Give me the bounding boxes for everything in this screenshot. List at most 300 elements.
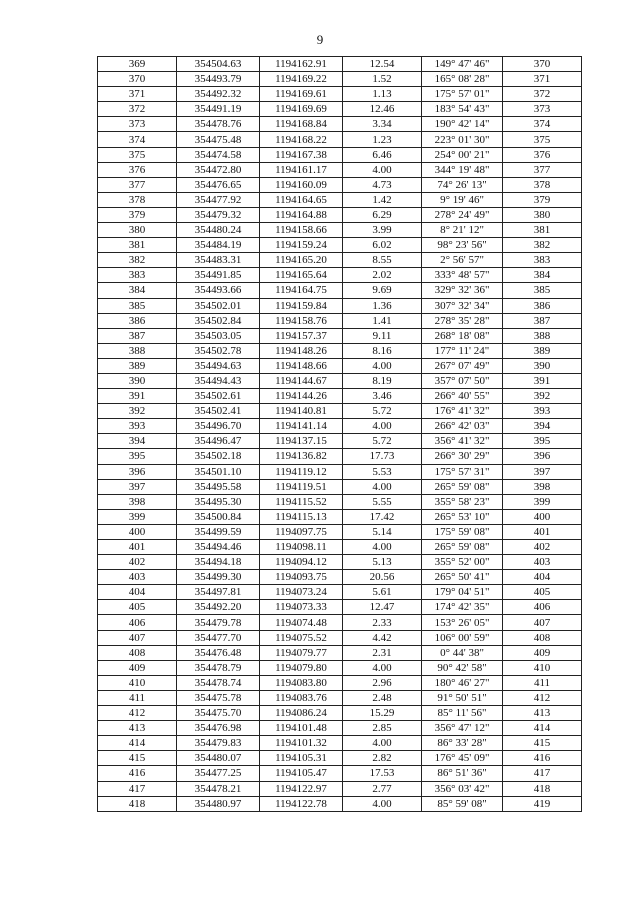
point-number-cell: 393 bbox=[98, 419, 177, 434]
table-row bbox=[98, 721, 582, 736]
y-coordinate-cell: 1194083.80 bbox=[260, 675, 343, 690]
y-coordinate-cell: 1194122.78 bbox=[260, 796, 343, 811]
y-coordinate-cell: 1194115.52 bbox=[260, 494, 343, 509]
coordinates-table bbox=[97, 56, 582, 812]
y-coordinate-cell: 1194094.12 bbox=[260, 555, 343, 570]
point-number-cell: 394 bbox=[98, 434, 177, 449]
next-point-cell: 381 bbox=[503, 223, 582, 238]
y-coordinate-cell: 1194161.17 bbox=[260, 162, 343, 177]
next-point-cell: 388 bbox=[503, 328, 582, 343]
x-coordinate-cell: 354502.18 bbox=[177, 449, 260, 464]
table-row bbox=[98, 509, 582, 524]
table-row bbox=[98, 268, 582, 283]
bearing-cell: 356° 41' 32" bbox=[422, 434, 503, 449]
table-body bbox=[98, 57, 582, 812]
table-row bbox=[98, 524, 582, 539]
bearing-cell: 333° 48' 57" bbox=[422, 268, 503, 283]
point-number-cell: 370 bbox=[98, 72, 177, 87]
bearing-cell: 86° 33' 28" bbox=[422, 736, 503, 751]
y-coordinate-cell: 1194164.88 bbox=[260, 207, 343, 222]
y-coordinate-cell: 1194160.09 bbox=[260, 177, 343, 192]
next-point-cell: 394 bbox=[503, 419, 582, 434]
y-coordinate-cell: 1194159.84 bbox=[260, 298, 343, 313]
bearing-cell: 174° 42' 35" bbox=[422, 600, 503, 615]
y-coordinate-cell: 1194168.22 bbox=[260, 132, 343, 147]
table-row bbox=[98, 781, 582, 796]
next-point-cell: 397 bbox=[503, 464, 582, 479]
table-row bbox=[98, 449, 582, 464]
distance-cell: 5.55 bbox=[343, 494, 422, 509]
distance-cell: 17.73 bbox=[343, 449, 422, 464]
bearing-cell: 8° 21' 12" bbox=[422, 223, 503, 238]
next-point-cell: 410 bbox=[503, 660, 582, 675]
x-coordinate-cell: 354478.76 bbox=[177, 117, 260, 132]
x-coordinate-cell: 354476.48 bbox=[177, 645, 260, 660]
x-coordinate-cell: 354478.74 bbox=[177, 675, 260, 690]
point-number-cell: 373 bbox=[98, 117, 177, 132]
distance-cell: 8.16 bbox=[343, 343, 422, 358]
x-coordinate-cell: 354472.80 bbox=[177, 162, 260, 177]
x-coordinate-cell: 354475.70 bbox=[177, 706, 260, 721]
point-number-cell: 376 bbox=[98, 162, 177, 177]
next-point-cell: 378 bbox=[503, 177, 582, 192]
x-coordinate-cell: 354483.31 bbox=[177, 253, 260, 268]
x-coordinate-cell: 354494.18 bbox=[177, 555, 260, 570]
bearing-cell: 153° 26' 05" bbox=[422, 615, 503, 630]
bearing-cell: 175° 57' 01" bbox=[422, 87, 503, 102]
next-point-cell: 395 bbox=[503, 434, 582, 449]
distance-cell: 2.77 bbox=[343, 781, 422, 796]
next-point-cell: 405 bbox=[503, 585, 582, 600]
bearing-cell: 91° 50' 51" bbox=[422, 690, 503, 705]
bearing-cell: 74° 26' 13" bbox=[422, 177, 503, 192]
next-point-cell: 415 bbox=[503, 736, 582, 751]
table-row bbox=[98, 177, 582, 192]
next-point-cell: 414 bbox=[503, 721, 582, 736]
x-coordinate-cell: 354480.24 bbox=[177, 223, 260, 238]
next-point-cell: 385 bbox=[503, 283, 582, 298]
bearing-cell: 2° 56' 57" bbox=[422, 253, 503, 268]
x-coordinate-cell: 354502.41 bbox=[177, 404, 260, 419]
next-point-cell: 417 bbox=[503, 766, 582, 781]
point-number-cell: 379 bbox=[98, 207, 177, 222]
point-number-cell: 375 bbox=[98, 147, 177, 162]
distance-cell: 20.56 bbox=[343, 570, 422, 585]
distance-cell: 4.00 bbox=[343, 162, 422, 177]
y-coordinate-cell: 1194169.22 bbox=[260, 72, 343, 87]
point-number-cell: 404 bbox=[98, 585, 177, 600]
table-row bbox=[98, 313, 582, 328]
distance-cell: 2.96 bbox=[343, 675, 422, 690]
table-row bbox=[98, 132, 582, 147]
x-coordinate-cell: 354475.78 bbox=[177, 690, 260, 705]
table-row bbox=[98, 464, 582, 479]
distance-cell: 6.29 bbox=[343, 207, 422, 222]
bearing-cell: 223° 01' 30" bbox=[422, 132, 503, 147]
bearing-cell: 265° 59' 08" bbox=[422, 540, 503, 555]
y-coordinate-cell: 1194148.66 bbox=[260, 358, 343, 373]
distance-cell: 5.14 bbox=[343, 524, 422, 539]
point-number-cell: 400 bbox=[98, 524, 177, 539]
x-coordinate-cell: 354480.07 bbox=[177, 751, 260, 766]
y-coordinate-cell: 1194159.24 bbox=[260, 238, 343, 253]
table-row bbox=[98, 615, 582, 630]
x-coordinate-cell: 354476.65 bbox=[177, 177, 260, 192]
x-coordinate-cell: 354494.46 bbox=[177, 540, 260, 555]
x-coordinate-cell: 354497.81 bbox=[177, 585, 260, 600]
point-number-cell: 417 bbox=[98, 781, 177, 796]
table-row bbox=[98, 630, 582, 645]
y-coordinate-cell: 1194105.47 bbox=[260, 766, 343, 781]
distance-cell: 8.55 bbox=[343, 253, 422, 268]
point-number-cell: 416 bbox=[98, 766, 177, 781]
y-coordinate-cell: 1194148.26 bbox=[260, 343, 343, 358]
bearing-cell: 165° 08' 28" bbox=[422, 72, 503, 87]
bearing-cell: 278° 35' 28" bbox=[422, 313, 503, 328]
x-coordinate-cell: 354484.19 bbox=[177, 238, 260, 253]
point-number-cell: 382 bbox=[98, 253, 177, 268]
bearing-cell: 357° 07' 50" bbox=[422, 373, 503, 388]
point-number-cell: 395 bbox=[98, 449, 177, 464]
y-coordinate-cell: 1194073.33 bbox=[260, 600, 343, 615]
bearing-cell: 265° 53' 10" bbox=[422, 509, 503, 524]
point-number-cell: 374 bbox=[98, 132, 177, 147]
bearing-cell: 106° 00' 59" bbox=[422, 630, 503, 645]
point-number-cell: 402 bbox=[98, 555, 177, 570]
x-coordinate-cell: 354491.19 bbox=[177, 102, 260, 117]
distance-cell: 3.46 bbox=[343, 389, 422, 404]
bearing-cell: 176° 45' 09" bbox=[422, 751, 503, 766]
y-coordinate-cell: 1194079.77 bbox=[260, 645, 343, 660]
x-coordinate-cell: 354475.48 bbox=[177, 132, 260, 147]
x-coordinate-cell: 354495.30 bbox=[177, 494, 260, 509]
point-number-cell: 413 bbox=[98, 721, 177, 736]
bearing-cell: 268° 18' 08" bbox=[422, 328, 503, 343]
x-coordinate-cell: 354477.25 bbox=[177, 766, 260, 781]
bearing-cell: 0° 44' 38" bbox=[422, 645, 503, 660]
next-point-cell: 401 bbox=[503, 524, 582, 539]
y-coordinate-cell: 1194074.48 bbox=[260, 615, 343, 630]
bearing-cell: 266° 30' 29" bbox=[422, 449, 503, 464]
distance-cell: 12.47 bbox=[343, 600, 422, 615]
y-coordinate-cell: 1194158.66 bbox=[260, 223, 343, 238]
distance-cell: 15.29 bbox=[343, 706, 422, 721]
table-row bbox=[98, 192, 582, 207]
y-coordinate-cell: 1194137.15 bbox=[260, 434, 343, 449]
distance-cell: 17.53 bbox=[343, 766, 422, 781]
y-coordinate-cell: 1194164.65 bbox=[260, 192, 343, 207]
y-coordinate-cell: 1194115.13 bbox=[260, 509, 343, 524]
y-coordinate-cell: 1194144.26 bbox=[260, 389, 343, 404]
y-coordinate-cell: 1194098.11 bbox=[260, 540, 343, 555]
bearing-cell: 190° 42' 14" bbox=[422, 117, 503, 132]
point-number-cell: 406 bbox=[98, 615, 177, 630]
y-coordinate-cell: 1194165.64 bbox=[260, 268, 343, 283]
bearing-cell: 179° 04' 51" bbox=[422, 585, 503, 600]
distance-cell: 4.00 bbox=[343, 796, 422, 811]
bearing-cell: 355° 58' 23" bbox=[422, 494, 503, 509]
x-coordinate-cell: 354478.79 bbox=[177, 660, 260, 675]
y-coordinate-cell: 1194165.20 bbox=[260, 253, 343, 268]
distance-cell: 9.69 bbox=[343, 283, 422, 298]
bearing-cell: 265° 59' 08" bbox=[422, 479, 503, 494]
next-point-cell: 396 bbox=[503, 449, 582, 464]
x-coordinate-cell: 354494.43 bbox=[177, 373, 260, 388]
x-coordinate-cell: 354492.32 bbox=[177, 87, 260, 102]
y-coordinate-cell: 1194086.24 bbox=[260, 706, 343, 721]
table-row bbox=[98, 540, 582, 555]
bearing-cell: 266° 42' 03" bbox=[422, 419, 503, 434]
x-coordinate-cell: 354502.84 bbox=[177, 313, 260, 328]
x-coordinate-cell: 354500.84 bbox=[177, 509, 260, 524]
bearing-cell: 254° 00' 21" bbox=[422, 147, 503, 162]
distance-cell: 4.00 bbox=[343, 358, 422, 373]
next-point-cell: 370 bbox=[503, 57, 582, 72]
distance-cell: 1.23 bbox=[343, 132, 422, 147]
table-row bbox=[98, 57, 582, 72]
next-point-cell: 376 bbox=[503, 147, 582, 162]
bearing-cell: 183° 54' 43" bbox=[422, 102, 503, 117]
table-row bbox=[98, 796, 582, 811]
next-point-cell: 387 bbox=[503, 313, 582, 328]
point-number-cell: 397 bbox=[98, 479, 177, 494]
y-coordinate-cell: 1194119.12 bbox=[260, 464, 343, 479]
table-row bbox=[98, 706, 582, 721]
point-number-cell: 405 bbox=[98, 600, 177, 615]
x-coordinate-cell: 354492.20 bbox=[177, 600, 260, 615]
point-number-cell: 391 bbox=[98, 389, 177, 404]
next-point-cell: 399 bbox=[503, 494, 582, 509]
point-number-cell: 409 bbox=[98, 660, 177, 675]
x-coordinate-cell: 354494.63 bbox=[177, 358, 260, 373]
bearing-cell: 344° 19' 48" bbox=[422, 162, 503, 177]
next-point-cell: 374 bbox=[503, 117, 582, 132]
point-number-cell: 414 bbox=[98, 736, 177, 751]
distance-cell: 8.19 bbox=[343, 373, 422, 388]
table-row bbox=[98, 766, 582, 781]
bearing-cell: 90° 42' 58" bbox=[422, 660, 503, 675]
y-coordinate-cell: 1194097.75 bbox=[260, 524, 343, 539]
bearing-cell: 265° 50' 41" bbox=[422, 570, 503, 585]
point-number-cell: 378 bbox=[98, 192, 177, 207]
page-number: 9 bbox=[316, 32, 324, 47]
table-row bbox=[98, 102, 582, 117]
bearing-cell: 266° 40' 55" bbox=[422, 389, 503, 404]
distance-cell: 5.61 bbox=[343, 585, 422, 600]
y-coordinate-cell: 1194168.84 bbox=[260, 117, 343, 132]
x-coordinate-cell: 354479.83 bbox=[177, 736, 260, 751]
next-point-cell: 392 bbox=[503, 389, 582, 404]
next-point-cell: 383 bbox=[503, 253, 582, 268]
distance-cell: 5.72 bbox=[343, 404, 422, 419]
next-point-cell: 389 bbox=[503, 343, 582, 358]
table-row bbox=[98, 343, 582, 358]
point-number-cell: 407 bbox=[98, 630, 177, 645]
next-point-cell: 413 bbox=[503, 706, 582, 721]
point-number-cell: 412 bbox=[98, 706, 177, 721]
bearing-cell: 177° 11' 24" bbox=[422, 343, 503, 358]
y-coordinate-cell: 1194075.52 bbox=[260, 630, 343, 645]
x-coordinate-cell: 354499.30 bbox=[177, 570, 260, 585]
distance-cell: 6.02 bbox=[343, 238, 422, 253]
bearing-cell: 329° 32' 36" bbox=[422, 283, 503, 298]
distance-cell: 5.13 bbox=[343, 555, 422, 570]
x-coordinate-cell: 354502.01 bbox=[177, 298, 260, 313]
x-coordinate-cell: 354480.97 bbox=[177, 796, 260, 811]
table-row bbox=[98, 660, 582, 675]
y-coordinate-cell: 1194157.37 bbox=[260, 328, 343, 343]
next-point-cell: 418 bbox=[503, 781, 582, 796]
x-coordinate-cell: 354477.92 bbox=[177, 192, 260, 207]
next-point-cell: 398 bbox=[503, 479, 582, 494]
y-coordinate-cell: 1194162.91 bbox=[260, 57, 343, 72]
y-coordinate-cell: 1194136.82 bbox=[260, 449, 343, 464]
y-coordinate-cell: 1194083.76 bbox=[260, 690, 343, 705]
table-row bbox=[98, 298, 582, 313]
next-point-cell: 406 bbox=[503, 600, 582, 615]
next-point-cell: 402 bbox=[503, 540, 582, 555]
distance-cell: 2.82 bbox=[343, 751, 422, 766]
x-coordinate-cell: 354502.61 bbox=[177, 389, 260, 404]
point-number-cell: 408 bbox=[98, 645, 177, 660]
table-row bbox=[98, 207, 582, 222]
table-row bbox=[98, 570, 582, 585]
next-point-cell: 377 bbox=[503, 162, 582, 177]
distance-cell: 2.31 bbox=[343, 645, 422, 660]
table-row bbox=[98, 373, 582, 388]
y-coordinate-cell: 1194167.38 bbox=[260, 147, 343, 162]
distance-cell: 6.46 bbox=[343, 147, 422, 162]
bearing-cell: 175° 59' 08" bbox=[422, 524, 503, 539]
next-point-cell: 411 bbox=[503, 675, 582, 690]
point-number-cell: 380 bbox=[98, 223, 177, 238]
table-row bbox=[98, 147, 582, 162]
distance-cell: 9.11 bbox=[343, 328, 422, 343]
table-row bbox=[98, 494, 582, 509]
x-coordinate-cell: 354493.79 bbox=[177, 72, 260, 87]
bearing-cell: 278° 24' 49" bbox=[422, 207, 503, 222]
point-number-cell: 418 bbox=[98, 796, 177, 811]
y-coordinate-cell: 1194101.32 bbox=[260, 736, 343, 751]
distance-cell: 2.48 bbox=[343, 690, 422, 705]
distance-cell: 17.42 bbox=[343, 509, 422, 524]
next-point-cell: 393 bbox=[503, 404, 582, 419]
point-number-cell: 381 bbox=[98, 238, 177, 253]
point-number-cell: 385 bbox=[98, 298, 177, 313]
next-point-cell: 390 bbox=[503, 358, 582, 373]
y-coordinate-cell: 1194164.75 bbox=[260, 283, 343, 298]
point-number-cell: 369 bbox=[98, 57, 177, 72]
point-number-cell: 389 bbox=[98, 358, 177, 373]
point-number-cell: 388 bbox=[98, 343, 177, 358]
table-row bbox=[98, 434, 582, 449]
bearing-cell: 267° 07' 49" bbox=[422, 358, 503, 373]
y-coordinate-cell: 1194158.76 bbox=[260, 313, 343, 328]
x-coordinate-cell: 354479.32 bbox=[177, 207, 260, 222]
x-coordinate-cell: 354478.21 bbox=[177, 781, 260, 796]
table-row bbox=[98, 555, 582, 570]
next-point-cell: 372 bbox=[503, 87, 582, 102]
table-row bbox=[98, 87, 582, 102]
distance-cell: 3.34 bbox=[343, 117, 422, 132]
distance-cell: 2.02 bbox=[343, 268, 422, 283]
point-number-cell: 411 bbox=[98, 690, 177, 705]
distance-cell: 4.00 bbox=[343, 540, 422, 555]
y-coordinate-cell: 1194105.31 bbox=[260, 751, 343, 766]
point-number-cell: 384 bbox=[98, 283, 177, 298]
table-row bbox=[98, 389, 582, 404]
bearing-cell: 180° 46' 27" bbox=[422, 675, 503, 690]
table-row bbox=[98, 690, 582, 705]
bearing-cell: 355° 52' 00" bbox=[422, 555, 503, 570]
next-point-cell: 384 bbox=[503, 268, 582, 283]
next-point-cell: 373 bbox=[503, 102, 582, 117]
y-coordinate-cell: 1194079.80 bbox=[260, 660, 343, 675]
distance-cell: 1.52 bbox=[343, 72, 422, 87]
table-row bbox=[98, 253, 582, 268]
x-coordinate-cell: 354496.70 bbox=[177, 419, 260, 434]
x-coordinate-cell: 354479.78 bbox=[177, 615, 260, 630]
table-row bbox=[98, 238, 582, 253]
next-point-cell: 371 bbox=[503, 72, 582, 87]
y-coordinate-cell: 1194169.61 bbox=[260, 87, 343, 102]
next-point-cell: 419 bbox=[503, 796, 582, 811]
bearing-cell: 98° 23' 56" bbox=[422, 238, 503, 253]
x-coordinate-cell: 354474.58 bbox=[177, 147, 260, 162]
x-coordinate-cell: 354476.98 bbox=[177, 721, 260, 736]
y-coordinate-cell: 1194140.81 bbox=[260, 404, 343, 419]
next-point-cell: 391 bbox=[503, 373, 582, 388]
bearing-cell: 176° 41' 32" bbox=[422, 404, 503, 419]
y-coordinate-cell: 1194122.97 bbox=[260, 781, 343, 796]
next-point-cell: 379 bbox=[503, 192, 582, 207]
x-coordinate-cell: 354504.63 bbox=[177, 57, 260, 72]
y-coordinate-cell: 1194144.67 bbox=[260, 373, 343, 388]
next-point-cell: 375 bbox=[503, 132, 582, 147]
point-number-cell: 383 bbox=[98, 268, 177, 283]
bearing-cell: 356° 03' 42" bbox=[422, 781, 503, 796]
x-coordinate-cell: 354502.78 bbox=[177, 343, 260, 358]
table-row bbox=[98, 479, 582, 494]
table-row bbox=[98, 283, 582, 298]
distance-cell: 4.73 bbox=[343, 177, 422, 192]
table-row bbox=[98, 751, 582, 766]
distance-cell: 1.41 bbox=[343, 313, 422, 328]
next-point-cell: 416 bbox=[503, 751, 582, 766]
table-row bbox=[98, 600, 582, 615]
distance-cell: 5.53 bbox=[343, 464, 422, 479]
next-point-cell: 380 bbox=[503, 207, 582, 222]
table-row bbox=[98, 675, 582, 690]
distance-cell: 4.00 bbox=[343, 479, 422, 494]
distance-cell: 1.36 bbox=[343, 298, 422, 313]
point-number-cell: 403 bbox=[98, 570, 177, 585]
point-number-cell: 392 bbox=[98, 404, 177, 419]
y-coordinate-cell: 1194119.51 bbox=[260, 479, 343, 494]
next-point-cell: 386 bbox=[503, 298, 582, 313]
point-number-cell: 371 bbox=[98, 87, 177, 102]
distance-cell: 12.54 bbox=[343, 57, 422, 72]
table-row bbox=[98, 404, 582, 419]
distance-cell: 1.13 bbox=[343, 87, 422, 102]
x-coordinate-cell: 354501.10 bbox=[177, 464, 260, 479]
next-point-cell: 382 bbox=[503, 238, 582, 253]
distance-cell: 2.85 bbox=[343, 721, 422, 736]
y-coordinate-cell: 1194169.69 bbox=[260, 102, 343, 117]
bearing-cell: 356° 47' 12" bbox=[422, 721, 503, 736]
next-point-cell: 404 bbox=[503, 570, 582, 585]
x-coordinate-cell: 354503.05 bbox=[177, 328, 260, 343]
